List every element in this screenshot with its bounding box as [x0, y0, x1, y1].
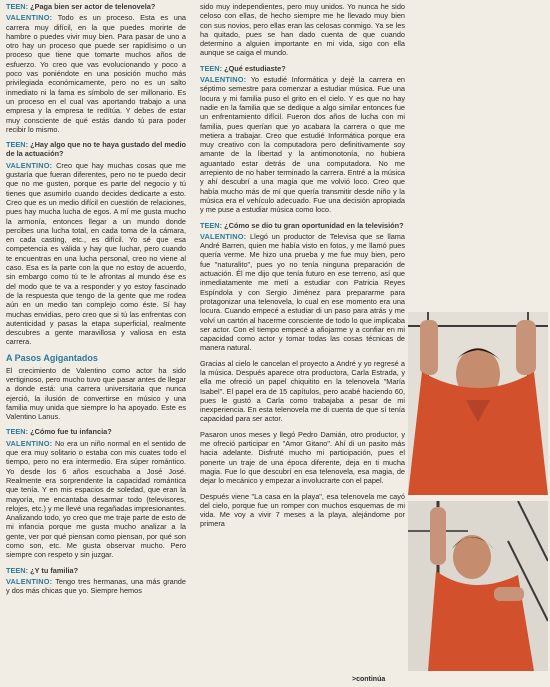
- question-childhood: [6, 427, 186, 436]
- answer-text: Tengo tres hermanas, una más grande y dos más chicas que yo. Siempre hemos: [6, 576, 186, 596]
- speaker-label: TEEN:: [200, 63, 223, 73]
- answer-pay: [6, 13, 186, 134]
- speaker-label: VALENTINO:: [200, 75, 247, 85]
- speaker-label: VALENTINO:: [6, 13, 53, 23]
- section-intro: El crecimiento de Valentino como actor ha sido vertiginoso, pero mucho tuvo que pasar antes de llegar a donde está: una carrera universitaria que nunca ejerció, la ilusión de convertirse en músico y una familia muy unida que siempre lo ha apoyado. Este es Valentino Lanus.: [6, 365, 186, 422]
- question-text: ¿Hay algo que no te haya gustado del medio de la actuación?: [6, 140, 186, 159]
- question-dislike: [6, 140, 186, 159]
- photo-illustration: [408, 501, 548, 671]
- answer-text: Llegó un productor de Televisa que se llama André Barren, quien me había visto en fotos, y me llamó pues quería verme. Me hizo una prueba y me fue muy bien, pero fue "naturalito", pues yo no tenía ninguna preparación de actuación. Él me dijo que tenía futuro en ese terreno, así que inmediatamente me metí a estudiar con Patricia Reyes Espíndola y con Sergio Jiménez para prepararme para protagonizar una telenovela, lo cual en ese momento era una locura. Cuando empecé a estudiar di un paso para atrás y me volví un cartón al hacerme consciente de todo lo que implicaba ser actor. Con el tiempo empecé a afiojarme y a confiar en mi capacidad como actor y tomar todas las cosas técnicas de manera natural.: [200, 231, 405, 353]
- speaker-label: TEEN:: [6, 2, 29, 11]
- photo-valentino-bottom: [408, 501, 548, 671]
- answer-text: Yo estudié Informática y dejé la carrera en séptimo semestre para comenzar a estudiar música. Fue una locura y mi familia puso el grito en el cielo. Y es que no hay nadie en la familia que se dedique a algo similar entonces fue un enfrentamiento difícil. Fueron dos años de lucha con mi familia, pues querían que yo acabara la carrera o que me metiera a trabajar. Creo que estudié Informática porque era muy creativo con la computadora pero definitivamente soy amante de la libertad y la antimonotonía, no hubiera aguantado estar detrás de una computadora. No me arrepiento de no haber terminado la carrera. Entré a la música y ahí descubrí a una magia que me volvió loco. Creo que había mucho más de mí que quería transmitir desde niño y la música era el vehículo adecuado. Fue una decisión apropiada y me puse a estudiar música como loco.: [200, 75, 405, 215]
- question-studies: [200, 64, 405, 73]
- paragraph-maria-isabel: Gracias al cielo le cancelan el proyecto a André y yo regresé a la música. Después aparece otra productora, Carla Estrada, y ella me ofreció un papel chiquitito en la telenovela "María Isabel". El papel era de 15 capítulos, pero acabé haciendo 60, pues le gustó a Carla como trabajaba a pesar de mi inexperiencia. En esta telenovela me di cuenta de que sí tenía capacidad para ser actor.: [200, 358, 405, 424]
- speaker-label: VALENTINO:: [6, 576, 53, 586]
- section-title: A Pasos Agigantados: [6, 352, 98, 363]
- question-text: ¿Y tu familia?: [30, 565, 79, 575]
- answer-dislike: [6, 161, 186, 347]
- question-text: ¿Cómo se dio tu gran oportunidad en la televisión?: [224, 220, 404, 230]
- photo-illustration: [408, 312, 548, 495]
- question-text: ¿Qué estudiaste?: [224, 63, 286, 73]
- answer-text: Todo es un proceso. Esta es una carrera muy difícil, en la que puedes morirte de hambre o puedes vivir muy bien. Para pasar de uno a otro hay un proceso que puede ser rapidísimo o un proceso que tiene que tomarte muchos años de esfuerzo. Yo creo que vas evolucionando y poco a poco vas poniéndote en una posición mucho más privilegiada económicamente, pero no es un salto inmediato ni la fama es símbolo de ser millonario. Es un proceso en el cual vas aportando trabajo a una empresa y la empresa te redítúa. Y debes de estar muy consciente de qué estás dando tú para poder recibir lo mismo.: [6, 13, 186, 134]
- question-family: [6, 566, 186, 575]
- speaker-label: VALENTINO:: [6, 438, 53, 448]
- answer-text: No era un niño normal en el sentido de que era muy solitario o estaba con mis cuates todo el tiempo, pero no era intermedio. Era súper romántico. Yo desde los 6 años escuchaba a José José. Realmente era sorprendente la capacidad romántica que tenía. Y en mis espacios de soledad, que eran la mayoría, me encantaba desarmar todo (televisores, relojes, etc.) y me llevé una regañadas impresionantes. Analizando todo, yo creo que me traje parte de esto de mi infancia porque me gusta mucho analizar a la gente, ver por qué piensan como piensan, por qué son como son, etc. Me gusta observar mucho. Pero siempre con respeto y sin juzgar.: [6, 438, 187, 560]
- speaker-label: TEEN:: [6, 565, 29, 575]
- answer-studies: [200, 75, 405, 214]
- answer-childhood: [6, 439, 186, 560]
- photo-valentino-top: [408, 312, 548, 495]
- left-column: [6, 2, 186, 602]
- paragraph-casa-playa: Después viene "La casa en la playa", esa telenovela me cayó del cielo, porque fue un romper con muchos esquemas de mi vida. Me voy a vivir 7 meses a la playa, alejándome por primera: [200, 491, 405, 529]
- speaker-label: TEEN:: [6, 140, 29, 150]
- answer-text: Creo que hay muchas cosas que me gustaría que fueran diferentes, pero no te puedo decir que no me gusten, porque es parte del negocio y tú tienes que asumirlo cuando decides dedicarte a esto. Creo que es un medio difícil en cuestión de relaciones, pues hay mucha lucha de egos. A mí me gusta mucho la armonía, entonces llegar a un mundo donde percibes una lucha total, en cada toma de la cámara, en cada casting, etc., es difícil. Yo sé que esa competencia es válida y hay que luchar, pero cuando te encuentras en una lucha personal, creo no viene al caso. Esa es la parte con la que no estoy de acuerdo, sin embargo como tú te le afrontas al mundo ése es del modo que te va a responder y yo estoy fascinado de la respuesta que tengo de la gente que me rodea aún en un medio tan complejo como éste. Sí hay muchas envidias, pero creo que si tú las enfrentas con autenticidad y pasas la etapa superficial, realmente descubres a gente maravillosa y valiosa en esta carrera.: [6, 160, 186, 347]
- continue-label: >continúa: [352, 676, 386, 683]
- answer-big-break: [200, 232, 405, 353]
- speaker-label: VALENTINO:: [200, 231, 247, 241]
- speaker-label: VALENTINO:: [6, 160, 53, 170]
- speaker-label: TEEN:: [6, 427, 29, 437]
- paragraph-amor-gitano: Pasaron unos meses y llegó Pedro Damián, otro productor, y me ofreció participar en "Amor Gitano". Ahí di un pasito más hacia adelante. Disfruté mucho mi participación, pues el ponerte un traje de una época diferente, deja en ti mucha magia. Fue lo que descubrí en esa telenovela, esa magia, de dejar lo mecánico y empezar a involucrarte con el papel.: [200, 429, 405, 486]
- question-text: ¿Cómo fue tu infancia?: [30, 427, 112, 437]
- answer-family: [6, 577, 186, 596]
- question-text: ¿Paga bien ser actor de telenovela?: [30, 2, 156, 11]
- speaker-label: TEEN:: [200, 220, 223, 230]
- middle-column: [200, 2, 405, 535]
- question-pay: [6, 2, 186, 11]
- question-big-break: [200, 221, 405, 230]
- family-continued: sido muy independientes, pero muy unidos. Yo nunca he sido celoso con ellas, de hecho siempre me he llevado muy bien con sus novios, pero ellas eran las celosas conmigo. Ya se les ha quitado, pues se han dado cuenta de que cuando determino a alguien importante en mi vida, sigo con ella aunque se caiga el mundo.: [200, 2, 405, 58]
